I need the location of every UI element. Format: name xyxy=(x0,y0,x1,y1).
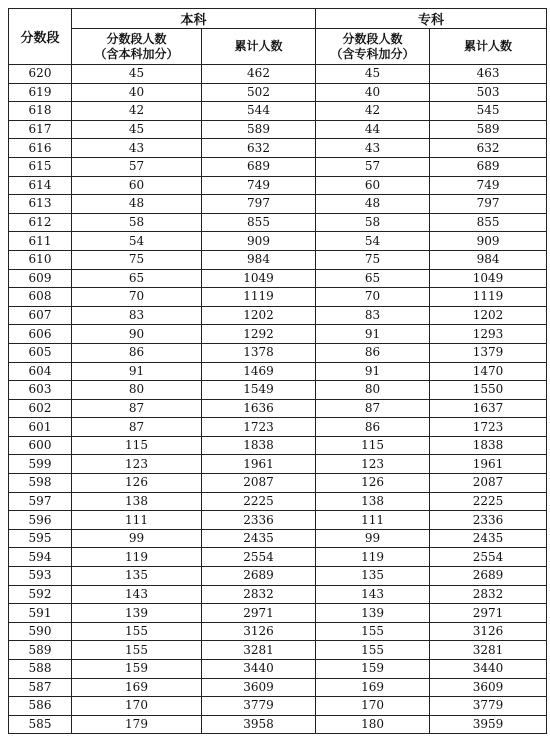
table-row xyxy=(9,157,547,176)
zhuanke-count-cell: 60 xyxy=(316,176,430,195)
zhuanke-count-header-line2: （含专科加分） xyxy=(330,46,415,61)
zhuanke-count-cell: 45 xyxy=(316,65,430,84)
zhuanke-count-cell: 42 xyxy=(316,102,430,121)
benke-count-cell: 80 xyxy=(72,381,202,400)
zhuanke-count-cell: 43 xyxy=(316,139,430,158)
score-cell: 597 xyxy=(9,492,72,511)
benke-count-cell: 126 xyxy=(72,474,202,493)
benke-count-cell: 170 xyxy=(72,697,202,716)
zhuanke-count-header-line1: 分数段人数 xyxy=(342,31,403,46)
zhuanke-count-cell: 119 xyxy=(316,548,430,567)
table-row xyxy=(9,455,547,474)
benke-cumulative-cell: 632 xyxy=(202,139,316,158)
header-row-groups xyxy=(9,9,547,29)
zhuanke-count-cell: 65 xyxy=(316,269,430,288)
benke-count-cell: 143 xyxy=(72,585,202,604)
benke-cumulative-cell: 1838 xyxy=(202,436,316,455)
zhuanke-cumulative-cell: 3959 xyxy=(430,715,547,734)
benke-count-cell: 42 xyxy=(72,102,202,121)
zhuanke-cumulative-cell: 2971 xyxy=(430,604,547,623)
zhuanke-cumulative-cell: 632 xyxy=(430,139,547,158)
zhuanke-cumulative-cell: 1202 xyxy=(430,306,547,325)
table-row xyxy=(9,232,547,251)
score-cell: 591 xyxy=(9,604,72,623)
benke-count-cell: 99 xyxy=(72,529,202,548)
score-cell: 617 xyxy=(9,120,72,139)
table-header xyxy=(9,9,547,65)
score-cell: 607 xyxy=(9,306,72,325)
zhuanke-cumulative-cell: 503 xyxy=(430,83,547,102)
zhuanke-count-cell: 83 xyxy=(316,306,430,325)
table-row xyxy=(9,120,547,139)
table-row xyxy=(9,492,547,511)
score-cell: 592 xyxy=(9,585,72,604)
zhuanke-cumulative-cell: 797 xyxy=(430,195,547,214)
zhuanke-cumulative-cell: 2554 xyxy=(430,548,547,567)
zhuanke-count-cell: 135 xyxy=(316,567,430,586)
benke-cumulative-cell: 2087 xyxy=(202,474,316,493)
benke-cumulative-cell: 1549 xyxy=(202,381,316,400)
zhuanke-count-cell: 143 xyxy=(316,585,430,604)
zhuanke-count-cell: 155 xyxy=(316,622,430,641)
zhuanke-count-cell: 138 xyxy=(316,492,430,511)
zhuanke-cumulative-cell: 984 xyxy=(430,250,547,269)
benke-cumulative-cell: 462 xyxy=(202,65,316,84)
benke-cumulative-cell: 2554 xyxy=(202,548,316,567)
table-row xyxy=(9,213,547,232)
benke-count-cell: 83 xyxy=(72,306,202,325)
zhuanke-count-cell: 180 xyxy=(316,715,430,734)
zhuanke-cumulative-cell: 589 xyxy=(430,120,547,139)
zhuanke-count-cell: 86 xyxy=(316,343,430,362)
zhuanke-cumulative-cell: 1379 xyxy=(430,343,547,362)
benke-cumulative-cell: 544 xyxy=(202,102,316,121)
table-row xyxy=(9,622,547,641)
table-row xyxy=(9,511,547,530)
zhuanke-cumulative-cell: 2689 xyxy=(430,567,547,586)
zhuanke-count-cell: 40 xyxy=(316,83,430,102)
score-cell: 590 xyxy=(9,622,72,641)
benke-cumulative-header: 累计人数 xyxy=(202,29,316,65)
score-cell: 603 xyxy=(9,381,72,400)
benke-cumulative-cell: 502 xyxy=(202,83,316,102)
table-row xyxy=(9,269,547,288)
table-row xyxy=(9,567,547,586)
table-row xyxy=(9,381,547,400)
table-row xyxy=(9,195,547,214)
benke-count-header-line2: （含本科加分） xyxy=(94,46,179,61)
zhuanke-group-header: 专科 xyxy=(316,9,547,29)
zhuanke-count-cell: 80 xyxy=(316,381,430,400)
benke-count-cell: 155 xyxy=(72,641,202,660)
benke-cumulative-cell: 1961 xyxy=(202,455,316,474)
table-row xyxy=(9,641,547,660)
benke-cumulative-cell: 1723 xyxy=(202,418,316,437)
zhuanke-cumulative-cell: 1119 xyxy=(430,288,547,307)
benke-count-cell: 45 xyxy=(72,120,202,139)
zhuanke-count-cell: 159 xyxy=(316,660,430,679)
benke-count-cell: 86 xyxy=(72,343,202,362)
benke-count-cell: 155 xyxy=(72,622,202,641)
zhuanke-cumulative-cell: 2225 xyxy=(430,492,547,511)
table-row xyxy=(9,288,547,307)
table-row xyxy=(9,436,547,455)
zhuanke-cumulative-cell: 1470 xyxy=(430,362,547,381)
zhuanke-cumulative-cell: 1637 xyxy=(430,399,547,418)
zhuanke-count-cell: 48 xyxy=(316,195,430,214)
zhuanke-cumulative-cell: 545 xyxy=(430,102,547,121)
table-row xyxy=(9,660,547,679)
zhuanke-cumulative-cell: 2336 xyxy=(430,511,547,530)
benke-cumulative-cell: 2435 xyxy=(202,529,316,548)
benke-cumulative-cell: 3958 xyxy=(202,715,316,734)
table-row xyxy=(9,678,547,697)
zhuanke-cumulative-cell: 1723 xyxy=(430,418,547,437)
benke-cumulative-cell: 909 xyxy=(202,232,316,251)
benke-count-cell: 65 xyxy=(72,269,202,288)
benke-count-cell: 57 xyxy=(72,157,202,176)
benke-count-cell: 159 xyxy=(72,660,202,679)
score-cell: 593 xyxy=(9,567,72,586)
zhuanke-count-cell: 91 xyxy=(316,362,430,381)
zhuanke-cumulative-cell: 689 xyxy=(430,157,547,176)
benke-cumulative-cell: 749 xyxy=(202,176,316,195)
zhuanke-cumulative-cell: 749 xyxy=(430,176,547,195)
score-cell: 614 xyxy=(9,176,72,195)
zhuanke-count-cell: 169 xyxy=(316,678,430,697)
zhuanke-cumulative-header: 累计人数 xyxy=(430,29,547,65)
zhuanke-cumulative-cell: 3126 xyxy=(430,622,547,641)
benke-count-cell: 111 xyxy=(72,511,202,530)
table-row xyxy=(9,474,547,493)
table-row xyxy=(9,548,547,567)
header-row-columns xyxy=(9,29,547,65)
zhuanke-count-cell: 115 xyxy=(316,436,430,455)
benke-count-header xyxy=(72,29,202,65)
zhuanke-count-cell: 111 xyxy=(316,511,430,530)
benke-cumulative-cell: 689 xyxy=(202,157,316,176)
score-cell: 604 xyxy=(9,362,72,381)
benke-cumulative-cell: 3281 xyxy=(202,641,316,660)
benke-count-cell: 75 xyxy=(72,250,202,269)
score-cell: 613 xyxy=(9,195,72,214)
score-cell: 588 xyxy=(9,660,72,679)
zhuanke-cumulative-cell: 855 xyxy=(430,213,547,232)
benke-count-cell: 45 xyxy=(72,65,202,84)
zhuanke-cumulative-cell: 1838 xyxy=(430,436,547,455)
table-row xyxy=(9,139,547,158)
benke-count-cell: 135 xyxy=(72,567,202,586)
benke-count-cell: 179 xyxy=(72,715,202,734)
benke-cumulative-cell: 2689 xyxy=(202,567,316,586)
benke-count-cell: 54 xyxy=(72,232,202,251)
score-cell: 620 xyxy=(9,65,72,84)
score-cell: 598 xyxy=(9,474,72,493)
benke-cumulative-cell: 1202 xyxy=(202,306,316,325)
score-cell: 600 xyxy=(9,436,72,455)
zhuanke-cumulative-cell: 909 xyxy=(430,232,547,251)
benke-cumulative-cell: 984 xyxy=(202,250,316,269)
benke-cumulative-cell: 1636 xyxy=(202,399,316,418)
benke-count-cell: 119 xyxy=(72,548,202,567)
benke-count-cell: 60 xyxy=(72,176,202,195)
benke-count-cell: 40 xyxy=(72,83,202,102)
zhuanke-cumulative-cell: 3281 xyxy=(430,641,547,660)
zhuanke-cumulative-cell: 2435 xyxy=(430,529,547,548)
score-cell: 595 xyxy=(9,529,72,548)
benke-cumulative-cell: 797 xyxy=(202,195,316,214)
benke-count-header-line1: 分数段人数 xyxy=(106,31,167,46)
table-body xyxy=(9,65,547,734)
score-cell: 618 xyxy=(9,102,72,121)
benke-cumulative-cell: 3779 xyxy=(202,697,316,716)
benke-count-cell: 43 xyxy=(72,139,202,158)
benke-cumulative-cell: 3440 xyxy=(202,660,316,679)
zhuanke-count-cell: 86 xyxy=(316,418,430,437)
benke-count-cell: 90 xyxy=(72,325,202,344)
table-row xyxy=(9,399,547,418)
zhuanke-count-cell: 123 xyxy=(316,455,430,474)
table-row xyxy=(9,306,547,325)
score-cell: 585 xyxy=(9,715,72,734)
benke-count-cell: 58 xyxy=(72,213,202,232)
score-cell: 589 xyxy=(9,641,72,660)
benke-cumulative-cell: 589 xyxy=(202,120,316,139)
score-cell: 605 xyxy=(9,343,72,362)
zhuanke-cumulative-cell: 3440 xyxy=(430,660,547,679)
table-row xyxy=(9,325,547,344)
table-row xyxy=(9,176,547,195)
score-distribution-table xyxy=(8,8,547,734)
zhuanke-cumulative-cell: 3779 xyxy=(430,697,547,716)
score-cell: 601 xyxy=(9,418,72,437)
zhuanke-count-cell: 99 xyxy=(316,529,430,548)
zhuanke-count-cell: 91 xyxy=(316,325,430,344)
benke-count-cell: 115 xyxy=(72,436,202,455)
table-row xyxy=(9,585,547,604)
score-cell: 612 xyxy=(9,213,72,232)
benke-cumulative-cell: 2971 xyxy=(202,604,316,623)
benke-count-cell: 123 xyxy=(72,455,202,474)
zhuanke-count-cell: 139 xyxy=(316,604,430,623)
table-row xyxy=(9,102,547,121)
zhuanke-cumulative-cell: 1961 xyxy=(430,455,547,474)
zhuanke-count-cell: 75 xyxy=(316,250,430,269)
table-row xyxy=(9,250,547,269)
score-cell: 610 xyxy=(9,250,72,269)
score-cell: 599 xyxy=(9,455,72,474)
table-row xyxy=(9,529,547,548)
zhuanke-count-cell: 58 xyxy=(316,213,430,232)
table-row xyxy=(9,65,547,84)
benke-cumulative-cell: 3126 xyxy=(202,622,316,641)
score-cell: 586 xyxy=(9,697,72,716)
benke-count-cell: 70 xyxy=(72,288,202,307)
benke-count-cell: 87 xyxy=(72,399,202,418)
benke-cumulative-cell: 2336 xyxy=(202,511,316,530)
zhuanke-count-header xyxy=(316,29,430,65)
score-column-header: 分数段 xyxy=(9,9,72,65)
zhuanke-count-cell: 44 xyxy=(316,120,430,139)
zhuanke-cumulative-cell: 3609 xyxy=(430,678,547,697)
zhuanke-cumulative-cell: 2087 xyxy=(430,474,547,493)
zhuanke-count-cell: 170 xyxy=(316,697,430,716)
score-cell: 587 xyxy=(9,678,72,697)
table-row xyxy=(9,362,547,381)
zhuanke-cumulative-cell: 1049 xyxy=(430,269,547,288)
zhuanke-cumulative-cell: 463 xyxy=(430,65,547,84)
benke-cumulative-cell: 1378 xyxy=(202,343,316,362)
benke-count-cell: 169 xyxy=(72,678,202,697)
table-row xyxy=(9,343,547,362)
score-cell: 596 xyxy=(9,511,72,530)
benke-cumulative-cell: 3609 xyxy=(202,678,316,697)
benke-cumulative-cell: 855 xyxy=(202,213,316,232)
zhuanke-cumulative-cell: 1293 xyxy=(430,325,547,344)
score-cell: 615 xyxy=(9,157,72,176)
zhuanke-count-cell: 87 xyxy=(316,399,430,418)
benke-count-cell: 138 xyxy=(72,492,202,511)
zhuanke-count-cell: 57 xyxy=(316,157,430,176)
benke-cumulative-cell: 1119 xyxy=(202,288,316,307)
score-cell: 602 xyxy=(9,399,72,418)
zhuanke-count-cell: 155 xyxy=(316,641,430,660)
score-cell: 594 xyxy=(9,548,72,567)
benke-cumulative-cell: 1469 xyxy=(202,362,316,381)
benke-cumulative-cell: 2225 xyxy=(202,492,316,511)
table-row xyxy=(9,83,547,102)
score-cell: 609 xyxy=(9,269,72,288)
zhuanke-cumulative-cell: 2832 xyxy=(430,585,547,604)
benke-count-cell: 48 xyxy=(72,195,202,214)
table-row xyxy=(9,604,547,623)
score-cell: 606 xyxy=(9,325,72,344)
score-cell: 619 xyxy=(9,83,72,102)
zhuanke-count-cell: 126 xyxy=(316,474,430,493)
zhuanke-cumulative-cell: 1550 xyxy=(430,381,547,400)
benke-cumulative-cell: 1049 xyxy=(202,269,316,288)
score-cell: 616 xyxy=(9,139,72,158)
benke-count-cell: 91 xyxy=(72,362,202,381)
table-row xyxy=(9,418,547,437)
benke-group-header: 本科 xyxy=(72,9,316,29)
zhuanke-count-cell: 54 xyxy=(316,232,430,251)
score-cell: 608 xyxy=(9,288,72,307)
table-row xyxy=(9,715,547,734)
score-cell: 611 xyxy=(9,232,72,251)
benke-cumulative-cell: 2832 xyxy=(202,585,316,604)
table-row xyxy=(9,697,547,716)
benke-count-cell: 87 xyxy=(72,418,202,437)
benke-cumulative-cell: 1292 xyxy=(202,325,316,344)
zhuanke-count-cell: 70 xyxy=(316,288,430,307)
benke-count-cell: 139 xyxy=(72,604,202,623)
